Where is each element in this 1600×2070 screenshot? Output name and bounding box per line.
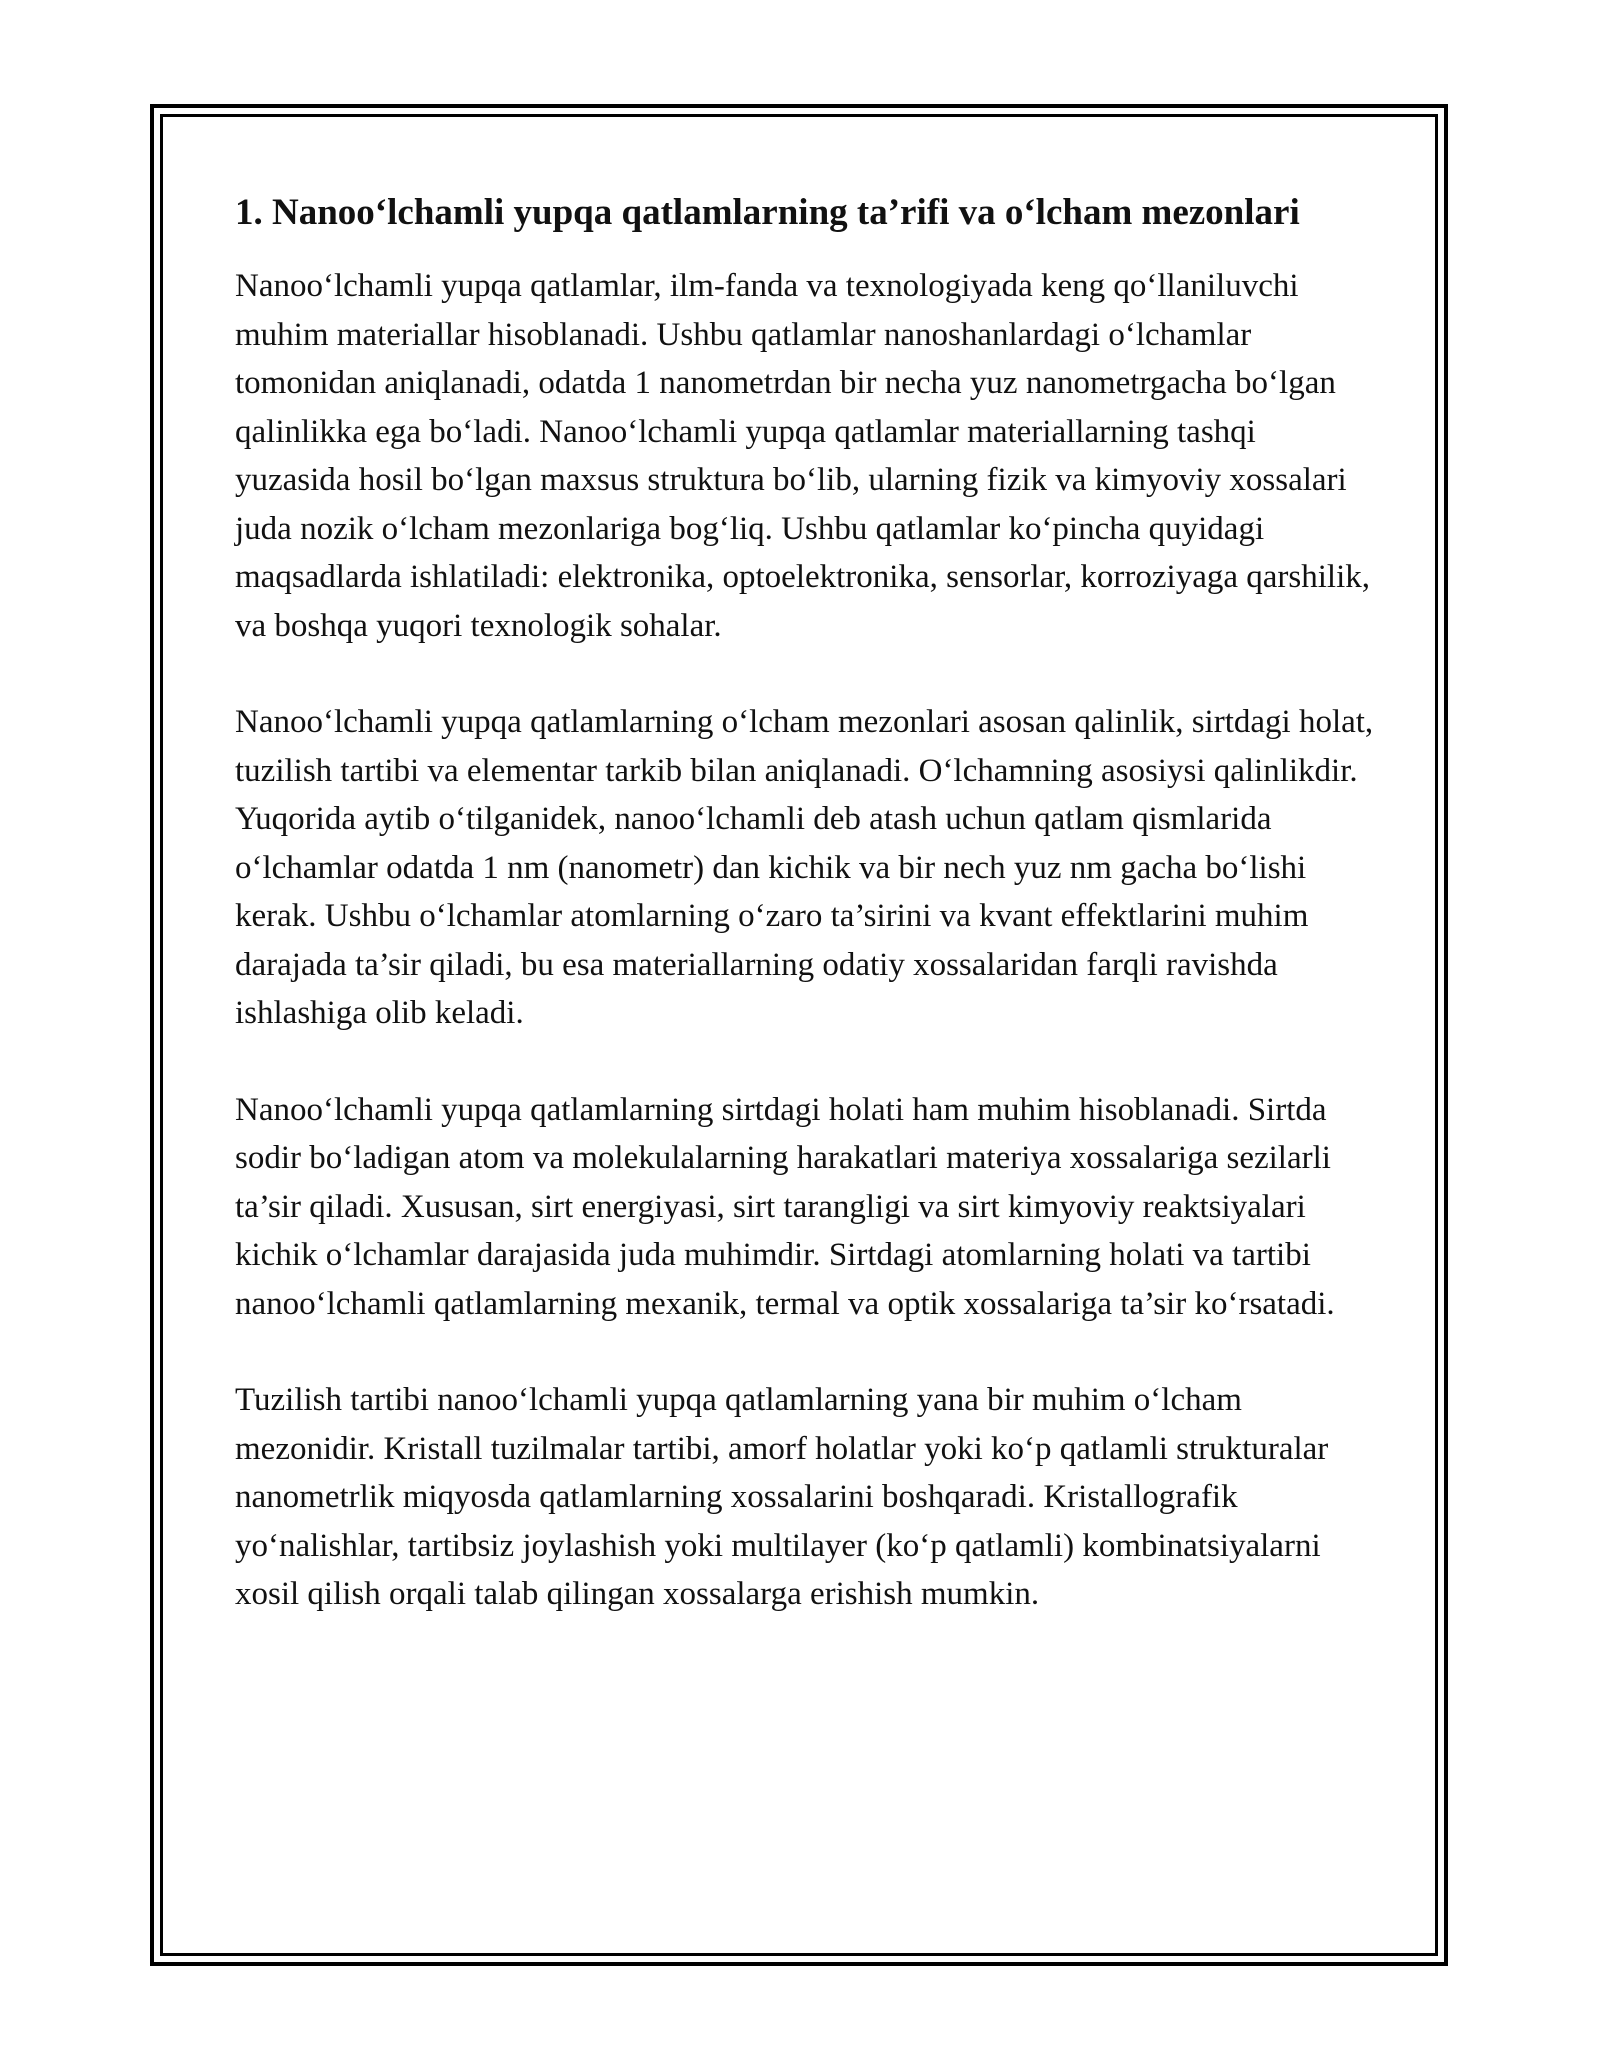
paragraph-4: Tuzilish tartibi nanoo‘lchamli yupqa qatlamlarning yana bir muhim o‘lcham mezonidir. Kristall tuzilmalar tartibi, amorf holatlar yoki ko‘p qatlamli strukturalar nanometrlik miqyosda qatlamlarning xossalarini boshqaradi. Kristallografik yo‘nalishlar, tartibsiz joylashish yoki multilayer (ko‘p qatlamli) kombinatsiyalarni xosil qilish orqali talab qilingan xossalarga erishish mumkin. <box>235 1382 1329 1612</box>
section-heading: 1. Nanoo‘lchamli yupqa qatlamlarning ta’rifi va o‘lcham mezonlari <box>235 192 1300 233</box>
paragraph-2: Nanoo‘lchamli yupqa qatlamlarning o‘lcham mezonlari asosan qalinlik, sirtdagi holat, tuzilish tartibi va elementar tarkib bilan aniqlanadi. O‘lchamning asosiysi qalinlikdir. Yuqorida aytib o‘tilganidek, nanoo‘lchamli deb atash uchun qatlam qismlarida o‘lchamlar odatda 1 nm (nanometr) dan kichik va bir nech yuz nm gacha bo‘lishi kerak. Ushbu o‘lchamlar atomlarning o‘zaro ta’sirini va kvant effektlarini muhim darajada ta’sir qiladi, bu esa materiallarning odatiy xossalaridan farqli ravishda ishlashiga olib keladi. <box>235 704 1374 1031</box>
document-body <box>235 186 1375 1619</box>
paragraph-1: Nanoo‘lchamli yupqa qatlamlar, ilm-fanda va texnologiyada keng qo‘llaniluvchi muhim materiallar hisoblanadi. Ushbu qatlamlar nanoshanlardagi o‘lchamlar tomonidan aniqlanadi, odatda 1 nanometrdan bir necha yuz nanometrgacha bo‘lgan qalinlikka ega bo‘ladi. Nanoo‘lchamli yupqa qatlamlar materiallarning tashqi yuzasida hosil bo‘lgan maxsus struktura bo‘lib, ularning fizik va kimyoviy xossalari juda nozik o‘lcham mezonlariga bog‘liq. Ushbu qatlamlar ko‘pincha quyidagi maqsadlarda ishlatiladi: elektronika, optoelektronika, sensorlar, korroziyaga qarshilik, va boshqa yuqori texnologik sohalar. <box>235 268 1370 644</box>
paragraph-3: Nanoo‘lchamli yupqa qatlamlarning sirtdagi holati ham muhim hisoblanadi. Sirtda sodir bo‘ladigan atom va molekulalarning harakatlari materiya xossalariga sezilarli ta’sir qiladi. Xususan, sirt energiyasi, sirt tarangligi va sirt kimyoviy reaktsiyalari kichik o‘lchamlar darajasida juda muhimdir. Sirtdagi atomlarning holati va tartibi nanoo‘lchamli qatlamlarning mexanik, termal va optik xossalariga ta’sir ko‘rsatadi. <box>235 1091 1335 1322</box>
